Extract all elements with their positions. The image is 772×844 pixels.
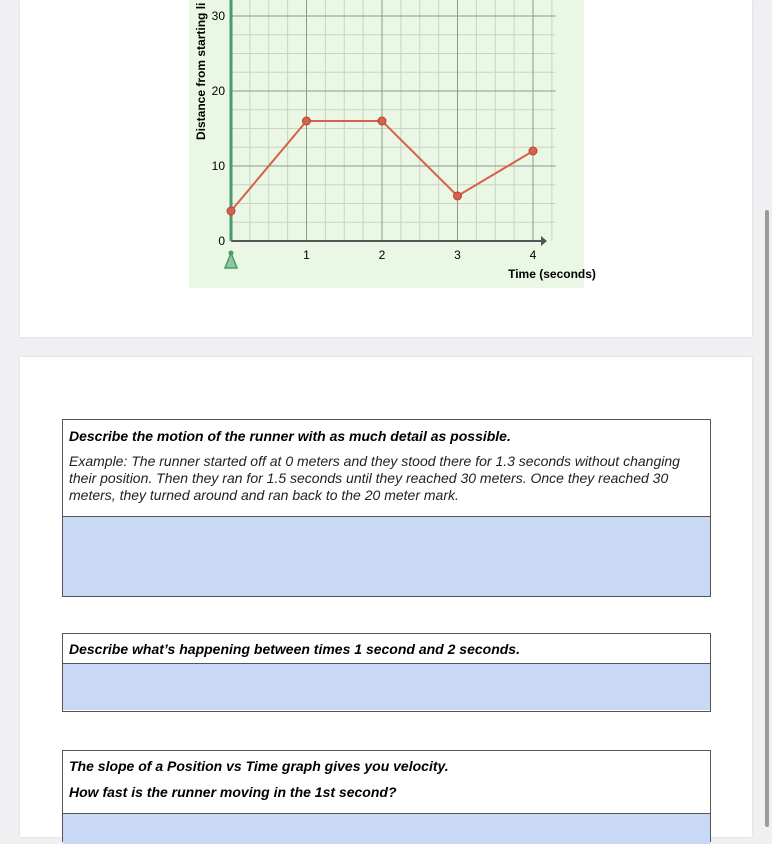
start-marker-dot bbox=[229, 251, 234, 256]
question-box-slope bbox=[62, 750, 711, 842]
y-tick-label: 0 bbox=[218, 234, 225, 248]
data-point bbox=[529, 147, 537, 155]
question-statement: The slope of a Position vs Time graph gives you velocity. bbox=[69, 758, 449, 774]
question-box-1-to-2 bbox=[62, 633, 711, 712]
x-tick-label: 1 bbox=[303, 248, 310, 262]
data-point bbox=[227, 207, 235, 215]
y-tick-label: 30 bbox=[211, 9, 225, 23]
x-tick-label: 3 bbox=[454, 248, 461, 262]
question-title: Describe the motion of the runner with as much detail as possible. bbox=[69, 428, 511, 444]
answer-field-motion[interactable] bbox=[63, 516, 710, 596]
data-point bbox=[378, 117, 386, 125]
data-point bbox=[303, 117, 311, 125]
answer-field-1-to-2[interactable] bbox=[63, 663, 710, 710]
question-box-motion bbox=[62, 419, 711, 597]
example-text: Example: The runner started off at 0 meters and they stood there for 1.3 seconds without changing their position. Then they ran for 1.5 seconds until they reached 30 meters. Once they reached 30 meters, they turned around and ran back to the 20 meter mark. bbox=[69, 453, 680, 503]
x-tick-label: 2 bbox=[378, 248, 386, 262]
data-point bbox=[454, 192, 462, 200]
chart-background bbox=[189, 0, 584, 288]
scrollbar-thumb[interactable] bbox=[765, 210, 769, 827]
question-title: Describe what’s happening between times 1 second and 2 seconds. bbox=[69, 641, 520, 657]
position-time-chart bbox=[189, 0, 596, 290]
x-axis-label: Time (seconds) bbox=[508, 267, 596, 281]
y-tick-label: 10 bbox=[211, 159, 225, 173]
question-prompt: How fast is the runner moving in the 1st second? bbox=[69, 784, 397, 800]
y-axis-label: Distance from starting li bbox=[194, 2, 208, 140]
y-tick-label: 20 bbox=[211, 84, 225, 98]
answer-field-slope[interactable] bbox=[63, 813, 710, 844]
x-tick-label: 4 bbox=[529, 248, 537, 262]
